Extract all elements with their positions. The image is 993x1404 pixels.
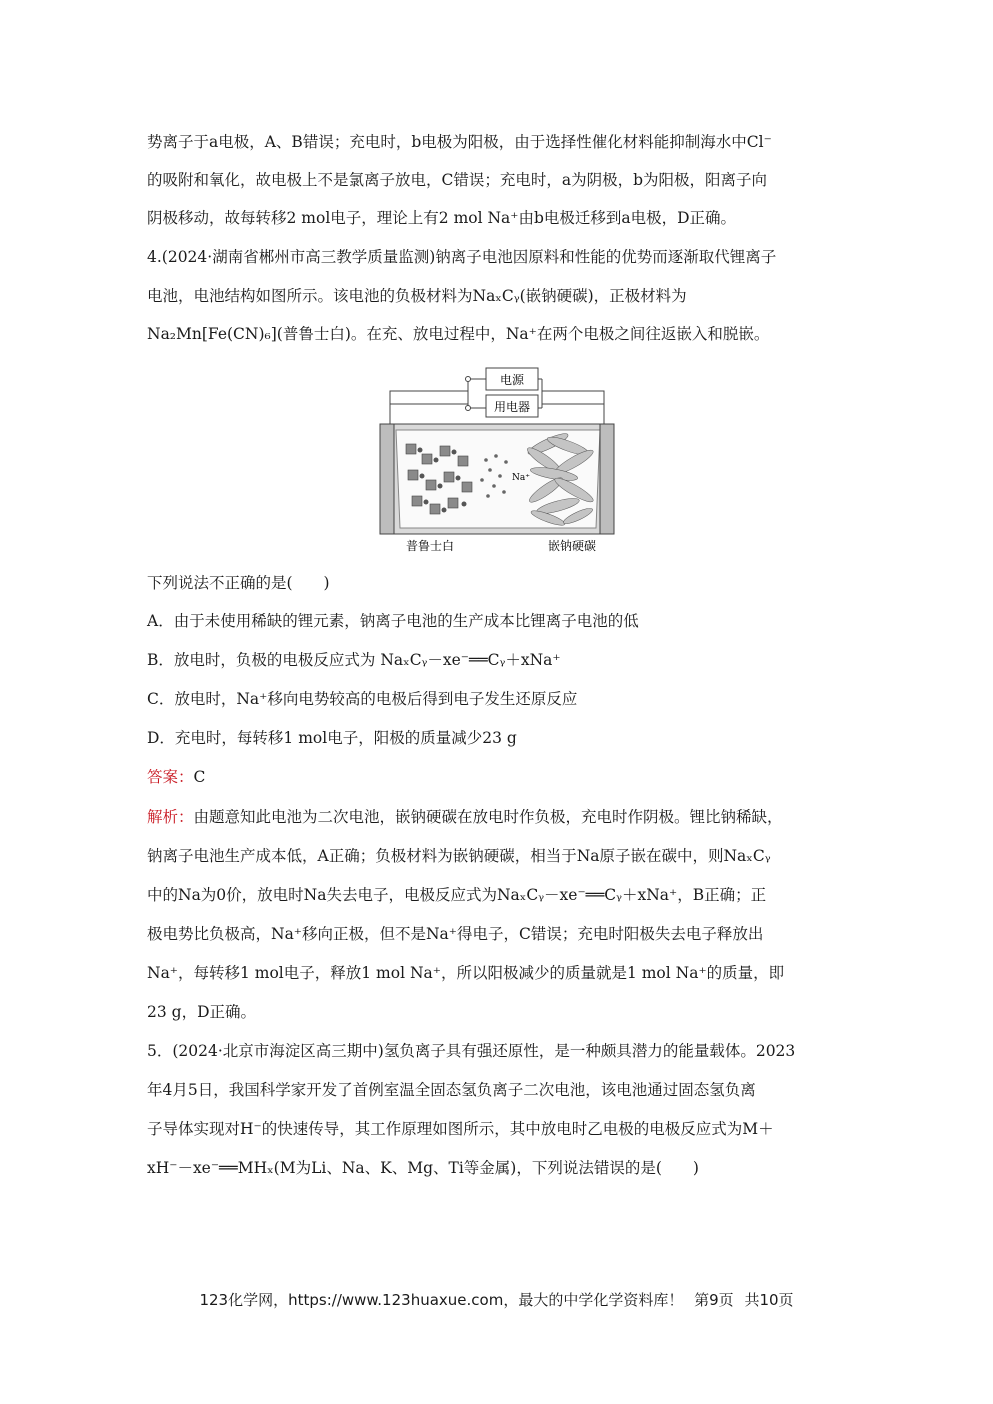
power-label: 电源 — [499, 373, 525, 387]
text-line: C．放电时，Na⁺移向电势较高的电极后得到电子发生还原反应 — [147, 690, 578, 708]
footer-total: 共10页 — [744, 1291, 794, 1309]
analysis-line-1 — [147, 807, 783, 827]
text-line: 子导体实现对H⁻的快速传导，其工作原理如图所示，其中放电时乙电极的电极反应式为M＋ — [147, 1120, 774, 1138]
text-line: 电池，电池结构如图所示。该电池的负极材料为NaₓCᵧ(嵌钠硬碳)，正极材料为 — [147, 287, 687, 305]
text-line: 的吸附和氧化，故电极上不是氯离子放电，C错误；充电时，a为阴极，b为阳极，阳离子向 — [147, 171, 768, 189]
text-line: xH⁻－xe⁻══MHₓ(M为Li、Na、K、Mg、Ti等金属)，下列说法错误的是( ) — [147, 1159, 699, 1177]
answer-label: 答案： — [147, 768, 194, 786]
footer-page: 第9页 — [694, 1291, 734, 1309]
text-line: 中的Na为0价，放电时Na失去电子，电极反应式为NaₓCᵧ－xe⁻══Cᵧ＋xNa⁺，B正确；正 — [147, 886, 767, 904]
analysis-line-2 — [147, 846, 771, 866]
text-line: D．充电时，每转移1 mol电子，阳极的质量减少23 g — [147, 729, 517, 747]
right-caption: 嵌钠硬碳 — [547, 539, 597, 553]
footer-site: 123化学网，https://www.123huaxue.com，最大的中学化学资料库！ — [199, 1291, 684, 1309]
analysis-label: 解析： — [147, 808, 194, 826]
battery-diagram — [378, 362, 616, 560]
text-line: B．放电时，负极的电极反应式为 NaₓCᵧ－xe⁻══Cᵧ＋xNa⁺ — [147, 651, 561, 669]
text-line: Na⁺，每转移1 mol电子，释放1 mol Na⁺，所以阳极减少的质量就是1 mol Na⁺的质量，即 — [147, 964, 785, 982]
analysis-text-2: 钠离子电池生产成本低，A正确；负极材料为嵌钠硬碳，相当于Na原子嵌在碳中，则NaₓCᵧ — [147, 847, 771, 865]
text-line: 势离子于a电极，A、B错误；充电时，b电极为阳极，由于选择性催化材料能抑制海水中Cl⁻ — [147, 133, 772, 151]
left-caption: 普鲁士白 — [405, 539, 455, 553]
text-line: 极电势比负极高，Na⁺移向正极，但不是Na⁺得电子，C错误；充电时阳极失去电子释放出 — [147, 925, 764, 943]
right-electrode — [600, 424, 614, 534]
text-line: 年4月5日，我国科学家开发了首例室温全固态氢负离子二次电池，该电池通过固态氢负离 — [147, 1081, 756, 1099]
appliance-label: 用电器 — [493, 400, 531, 414]
answer-line — [147, 767, 205, 787]
text-line: A．由于未使用稀缺的锂元素，钠离子电池的生产成本比锂离子电池的低 — [147, 612, 639, 630]
left-electrode — [380, 424, 394, 534]
analysis-text-1: 由题意知此电池为二次电池，嵌钠硬碳在放电时作负极，充电时作阴极。锂比钠稀缺， — [193, 808, 783, 826]
text-line: 4.(2024·湖南省郴州市高三教学质量监测)钠离子电池因原料和性能的优势而逐渐取代锂离子 — [147, 248, 777, 266]
answer-value: C — [193, 768, 206, 786]
na-ion-label: Na⁺ — [512, 473, 530, 483]
text-line: Na₂Mn[Fe(CN)₆](普鲁士白)。在充、放电过程中，Na⁺在两个电极之间往返嵌入和脱嵌。 — [147, 325, 770, 343]
text-line: 23 g，D正确。 — [147, 1003, 256, 1021]
page-footer — [0, 1289, 993, 1310]
text-line: 下列说法不正确的是( ) — [147, 574, 330, 592]
text-line: 阴极移动，故每转移2 mol电子，理论上有2 mol Na⁺由b电极迁移到a电极，D正确。 — [147, 209, 737, 227]
text-line: 5．(2024·北京市海淀区高三期中)氢负离子具有强还原性，是一种颇具潜力的能量载体。2023 — [147, 1042, 796, 1060]
